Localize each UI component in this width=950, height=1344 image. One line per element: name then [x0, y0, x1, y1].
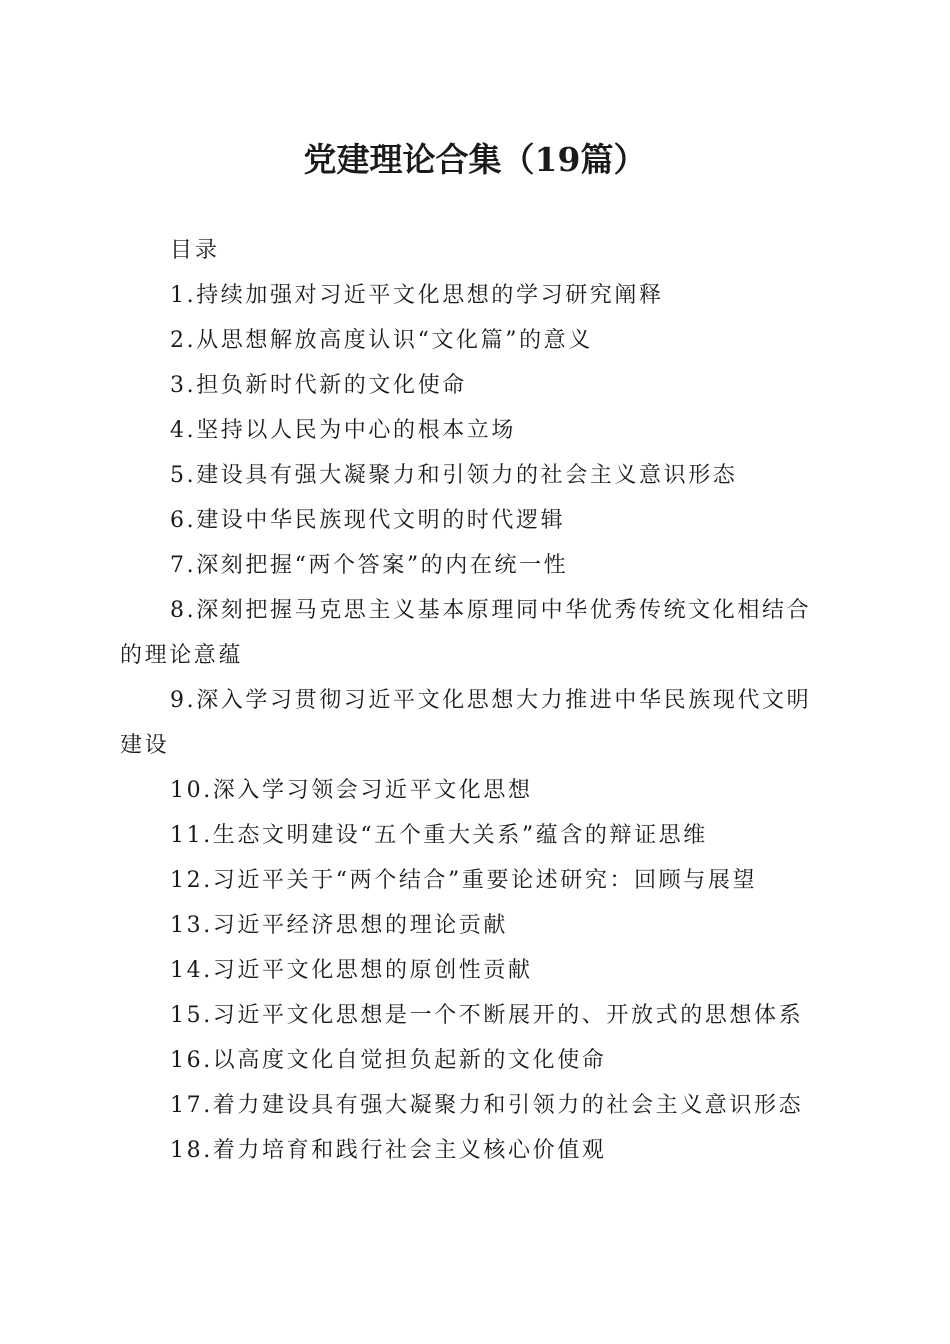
toc-item-15: 15.习近平文化思想是一个不断展开的、开放式的思想体系 [170, 1003, 804, 1028]
toc-item-8: 8.深刻把握马克思主义基本原理同中华优秀传统文化相结合的理论意蕴 [120, 598, 812, 668]
toc-item-18: 18.着力培育和践行社会主义核心价值观 [170, 1138, 607, 1163]
toc-item-16: 16.以高度文化自觉担负起新的文化使命 [170, 1048, 607, 1073]
toc-item-5: 5.建设具有强大凝聚力和引领力的社会主义意识形态 [170, 463, 738, 488]
toc-item-10: 10.深入学习领会习近平文化思想 [170, 778, 533, 803]
toc-item-11: 11.生态文明建设“五个重大关系”蕴含的辩证思维 [170, 823, 708, 848]
toc-item-1: 1.持续加强对习近平文化思想的学习研究阐释 [170, 283, 664, 308]
toc-item-13: 13.习近平经济思想的理论贡献 [170, 913, 508, 938]
table-of-contents [120, 228, 825, 1173]
toc-heading: 目录 [170, 238, 221, 263]
toc-item-17: 17.着力建设具有强大凝聚力和引领力的社会主义意识形态 [170, 1093, 804, 1118]
toc-item-12: 12.习近平关于“两个结合”重要论述研究：回顾与展望 [170, 868, 758, 893]
document-title: 党建理论合集（19篇） [303, 140, 647, 179]
toc-item-14: 14.习近平文化思想的原创性贡献 [170, 958, 533, 983]
toc-item-4: 4.坚持以人民为中心的根本立场 [170, 418, 516, 443]
toc-item-9: 9.深入学习贯彻习近平文化思想大力推进中华民族现代文明建设 [120, 688, 812, 758]
toc-item-2: 2.从思想解放高度认识“文化篇”的意义 [170, 328, 593, 353]
toc-item-6: 6.建设中华民族现代文明的时代逻辑 [170, 508, 566, 533]
toc-item-3: 3.担负新时代新的文化使命 [170, 373, 467, 398]
toc-item-7: 7.深刻把握“两个答案”的内在统一性 [170, 553, 569, 578]
